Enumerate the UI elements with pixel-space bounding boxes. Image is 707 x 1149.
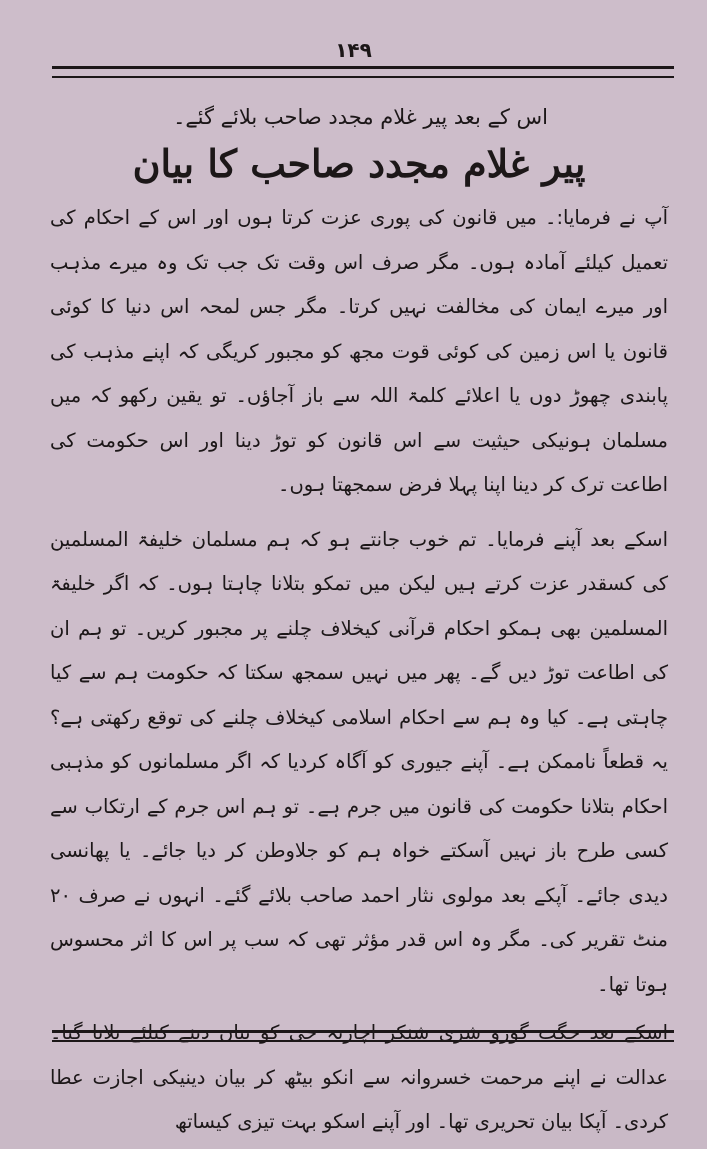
paragraph-1: آپ نے فرمایا:۔ میں قانون کی پوری عزت کرتا ہوں اور اس کے احکام کی تعمیل کیلئے آمادہ ہوں۔ مگر صرف اس وقت تک جب تک وہ میرے مذہب اور میرے ایمان کی مخالفت نہیں کرتا۔ مگر جس لمحہ اس دنیا کا کوئی قانون یا اس زمین کی کوئی قوت مجھ کو مجبور کریگی کہ اپنے مذہب کی پابندی چھوڑ دوں یا اعلائے کلمۃ اللہ سے باز آجاؤں۔ تو یقین رکھو کہ میں مسلمان ہونیکی حیثیت سے اس قانون کو توڑ دینا اور اس حکومت کی اطاعت ترک کر دینا اپنا پہلا فرض سمجھتا ہوں۔ — [50, 206, 668, 496]
paragraph-3: اسکے بعد جگت گورو شری شنکر اچاریہ جی کو بیان دینے کیلئے بلایا گیا۔ عدالت نے اپنے مرحمت خسروانہ سے انکو بیٹھ کر بیان دینیکی اجازت عطا کردی۔ آپکا بیان تحریری تھا۔ اور آپنے اسکو بہت تیزی کیساتھ — [50, 1021, 668, 1133]
bottom-rule — [52, 1030, 674, 1042]
page-body — [50, 96, 668, 1149]
section-heading: پیر غلام مجدد صاحب کا بیان — [132, 141, 586, 186]
page-number: ۱۴۹ — [335, 38, 372, 62]
intro-line: اس کے بعد پیر غلام مجدد صاحب بلائے گئے۔ — [173, 105, 548, 129]
paragraph-2: اسکے بعد آپنے فرمایا۔ تم خوب جانتے ہو کہ ہم مسلمان خلیفۃ المسلمین کی کسقدر عزت کرتے ہیں لیکن میں تمکو بتلانا چاہتا ہوں۔ کہ اگر خلیفۃ المسلمین بھی ہمکو احکام قرآنی کیخلاف چلنے پر مجبور کریں۔ تو ہم ان کی اطاعت توڑ دیں گے۔ پھر میں نہیں سمجھ سکتا کہ حکومت ہم سے کیا چاہتی ہے۔ کیا وہ ہم سے احکام اسلامی کیخلاف چلنے کی توقع رکھتی ہے؟ یہ قطعاً ناممکن ہے۔ آپنے جیوری کو آگاہ کردیا کہ اگر مسلمانوں کو مذہبی احکام بتلانا حکومت کی قانون میں جرم ہے۔ تو ہم اس جرم کے ارتکاب سے کسی طرح باز نہیں آسکتے خواہ ہم کو جلاوطن کر دیا جائے۔ یا پھانسی دیدی جائے۔ آپکے بعد مولوی نثار احمد صاحب بلائے گئے۔ انہوں نے صرف ۲۰ منٹ تقریر کی۔ مگر وہ اس قدر مؤثر تھی کہ سب پر اس کا اثر محسوس ہوتا تھا۔ — [50, 527, 668, 996]
top-rule — [52, 66, 674, 78]
